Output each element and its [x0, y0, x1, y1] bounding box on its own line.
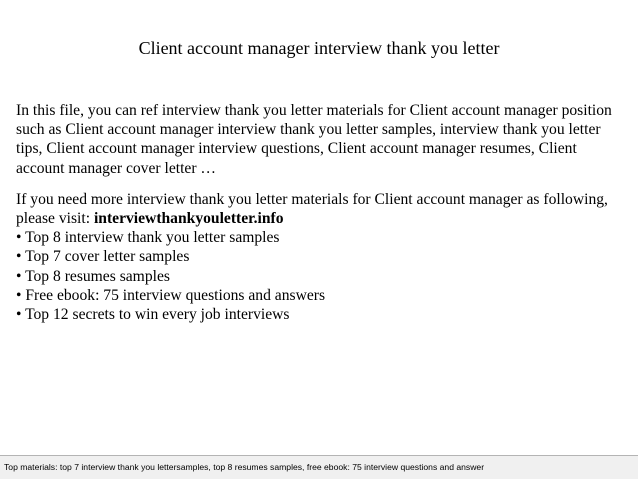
materials-list	[16, 228, 628, 324]
website-link[interactable]: interviewthankyouletter.info	[93, 210, 284, 228]
document-body	[16, 101, 628, 324]
list-item: • Top 7 cover letter samples	[16, 248, 190, 266]
visit-text: If you need more interview thank you letter materials for Client account manager as following, please visit:	[16, 190, 608, 228]
list-item: • Top 8 resumes samples	[16, 267, 170, 285]
visit-paragraph	[16, 190, 628, 228]
list-item: • Top 12 secrets to win every job interviews	[16, 305, 290, 323]
page-title: Client account manager interview thank you letter	[138, 38, 500, 58]
footer-bar: Top materials: top 7 interview thank you lettersamples, top 8 resumes samples, free ebook: 75 interview questions and answer	[0, 455, 638, 479]
list-item: • Free ebook: 75 interview questions and answers	[16, 286, 326, 304]
intro-paragraph: In this file, you can ref interview thank you letter materials for Client account manager position such as Client account manager interview thank you letter samples, interview thank you letter tips, Client account manager interview questions, Client account manager resumes, Client account manager cover letter …	[16, 102, 612, 177]
list-item: • Top 8 interview thank you letter samples	[16, 229, 280, 247]
